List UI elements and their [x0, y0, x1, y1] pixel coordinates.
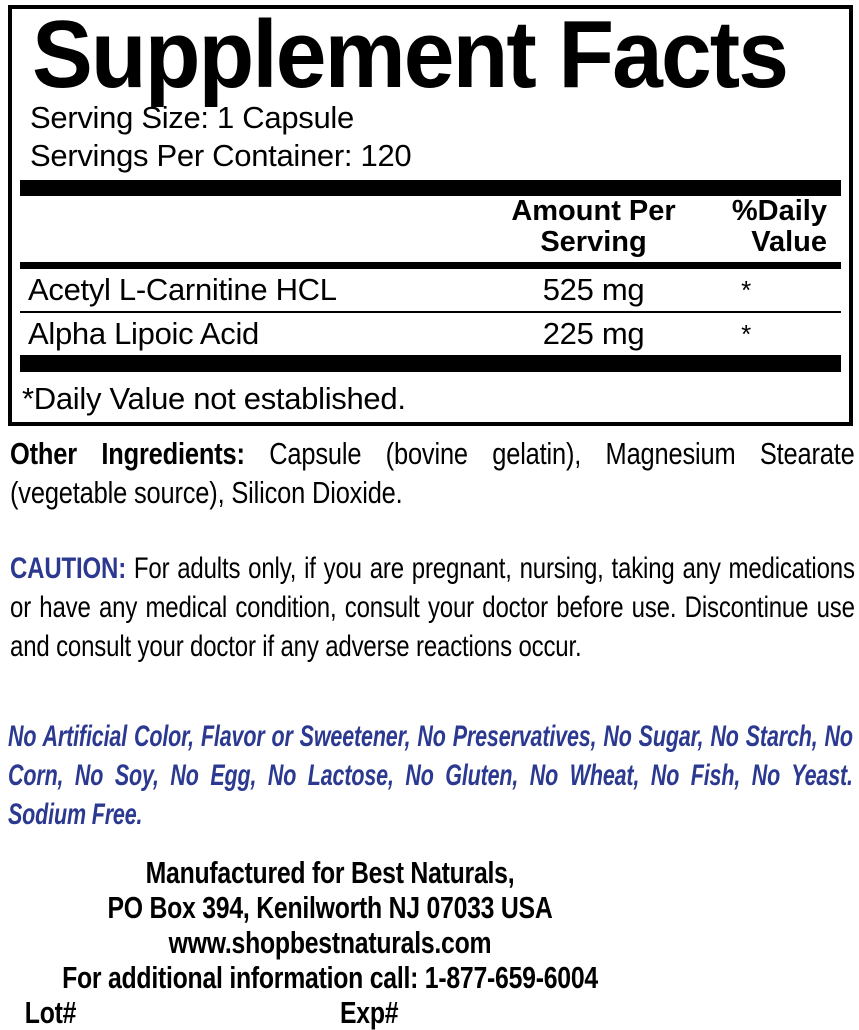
other-ingredients-text: Capsule (bovine gelatin), Magnesium Stearate (vegetable source), Silicon Dioxide. [10, 436, 855, 510]
manufacturer-phone: For additional information call: 1-877-659-6004 [62, 960, 598, 995]
divider-bar-header [20, 262, 841, 269]
header-amount-per-serving: Amount Per Serving [511, 195, 676, 259]
ingredient-amount: 525 mg [542, 272, 645, 308]
caution-paragraph [10, 549, 855, 666]
other-ingredients [10, 434, 855, 512]
ingredient-daily-value: * [741, 318, 751, 349]
table-row [20, 313, 841, 355]
table-row [20, 269, 841, 311]
manufacturer-lines [0, 855, 660, 995]
table-header-row [20, 196, 841, 262]
daily-value-footnote: *Daily Value not established. [22, 381, 406, 417]
other-ingredients-label: Other Ingredients: [10, 436, 245, 471]
manufacturer-website: www.shopbestnaturals.com [168, 925, 492, 960]
panel-title: Supplement Facts [32, 1, 788, 108]
servings-per-container: Servings Per Container: 120 [30, 138, 412, 174]
caution-text: For adults only, if you are pregnant, nursing, taking any medications or have any medical condition, consult your doctor before use. Discontinue use and consult your doctor if any adverse reactions occur. [10, 552, 855, 663]
exp-label: Exp# [340, 995, 399, 1030]
divider-bar-bottom [20, 355, 841, 372]
supplement-facts-panel [8, 1, 853, 426]
manufacturer-block [0, 855, 859, 1030]
serving-size: Serving Size: 1 Capsule [30, 100, 354, 136]
lot-label: Lot# [24, 995, 77, 1030]
header-daily-value: %Daily Value [731, 195, 827, 259]
ingredient-daily-value: * [741, 274, 751, 305]
free-of-claims: No Artificial Color, Flavor or Sweetener, No Preservatives, No Sugar, No Starch, No Corn, No Soy, No Egg, No Lactose, No Gluten, No Wheat, No Fish, No Yeast. Sodium Free. [8, 720, 853, 831]
divider-bar-top [20, 180, 841, 196]
caution-label: CAUTION: [10, 552, 127, 585]
ingredient-amount: 225 mg [542, 316, 645, 352]
ingredient-name: Acetyl L-Carnitine HCL [28, 272, 337, 308]
lot-exp-row [0, 995, 859, 1030]
manufacturer-address: PO Box 394, Kenilworth NJ 07033 USA [107, 890, 553, 925]
ingredient-name: Alpha Lipoic Acid [28, 316, 260, 352]
manufacturer-line1: Manufactured for Best Naturals, [145, 855, 515, 890]
